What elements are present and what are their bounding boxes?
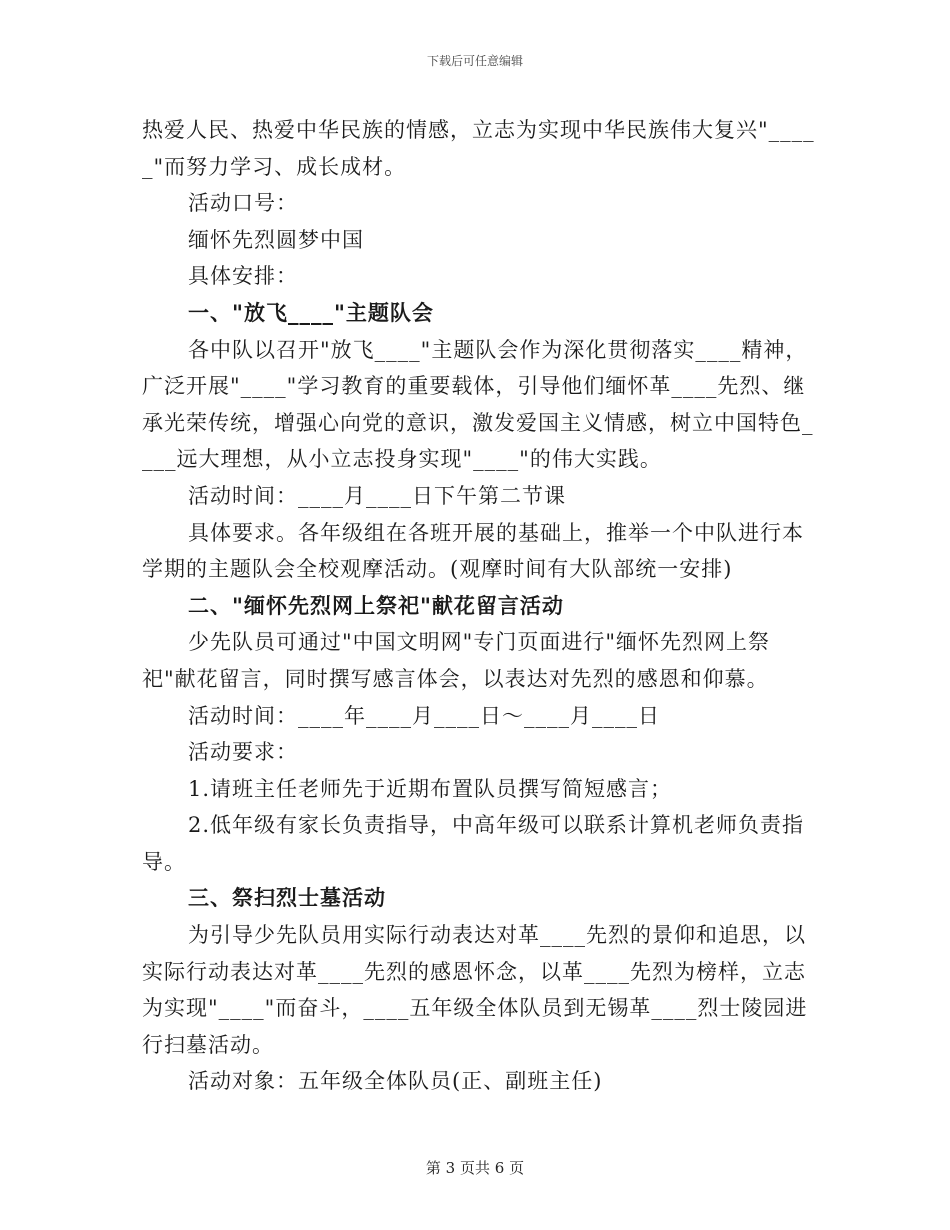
paragraph-line: ___远大理想，从小立志投身实现"____"的伟大实践。	[142, 447, 662, 472]
paragraph-line: 为实现"____"而奋斗，____五年级全体队员到无锡革____烈士陵园进	[142, 996, 808, 1021]
paragraph-line: 活动对象：五年级全体队员(正、副班主任)	[188, 1069, 603, 1094]
list-item: 1.请班主任老师先于近期布置队员撰写简短感言；	[188, 776, 673, 801]
paragraph-line: 祀"献花留言，同时撰写感言体会，以表达对先烈的感恩和仰慕。	[142, 666, 769, 691]
page-header: 下载后可任意编辑	[426, 54, 523, 68]
paragraph-line: 行扫墓活动。	[142, 1032, 274, 1057]
document-body	[142, 112, 815, 1100]
paragraph-line: 少先队员可通过"中国文明网"专门页面进行"缅怀先烈网上祭	[188, 630, 770, 655]
page-footer: 第 3 页共 6 页	[425, 1159, 525, 1177]
paragraph-line: 实际行动表达对革____先烈的感恩怀念，以革____先烈为榜样，立志	[142, 959, 806, 984]
paragraph-line: 为引导少先队员用实际行动表达对革____先烈的景仰和追思，以	[188, 923, 806, 948]
paragraph-line: 活动口号：	[188, 191, 298, 216]
paragraph-line: 具体要求。各年级组在各班开展的基础上，推举一个中队进行本	[188, 520, 804, 545]
paragraph-line: 活动时间：____年____月____日～____月____日	[188, 703, 660, 728]
paragraph-line: 各中队以召开"放飞____"主题队会作为深化贯彻落实____精神，	[188, 337, 808, 362]
paragraph-line: 热爱人民、热爱中华民族的情感，立志为实现中华民族伟大复兴"____	[142, 118, 815, 142]
paragraph-line: 学期的主题队会全校观摩活动。(观摩时间有大队部统一安排)	[142, 557, 733, 582]
paragraph-line: 广泛开展"____"学习教育的重要载体，引导他们缅怀革____先烈、继	[142, 374, 806, 399]
section-heading-2: 二、"缅怀先烈网上祭祀"献花留言活动	[188, 592, 564, 618]
paragraph-line: _"而努力学习、成长成材。	[142, 154, 407, 179]
paragraph-line: 活动要求：	[188, 740, 298, 765]
section-heading-3: 三、祭扫烈士墓活动	[188, 885, 386, 911]
paragraph-line: 活动时间：____月____日下午第二节课	[188, 483, 566, 508]
slogan-line: 缅怀先烈圆梦中国	[188, 227, 364, 252]
section-heading-1: 一、"放飞____"主题队会	[188, 299, 434, 325]
list-item: 2.低年级有家长负责指导，中高年级可以联系计算机老师负责指	[188, 813, 805, 838]
paragraph-line: 承光荣传统，增强心向党的意识，激发爱国主义情感，树立中国特色_	[142, 410, 814, 435]
paragraph-line: 导。	[142, 849, 186, 874]
paragraph-line: 具体安排：	[188, 264, 298, 289]
